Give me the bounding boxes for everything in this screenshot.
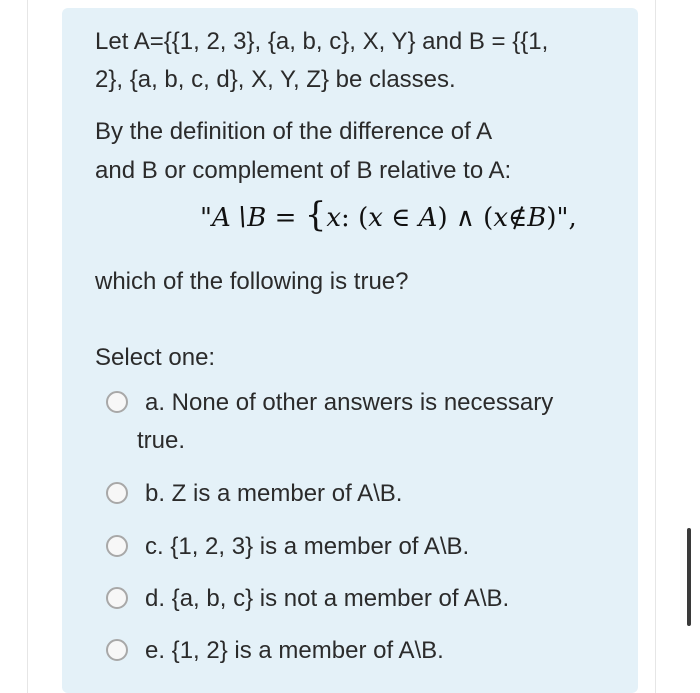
option-a-radio[interactable] bbox=[106, 391, 128, 413]
option-c-radio[interactable] bbox=[106, 535, 128, 557]
scrollbar-thumb[interactable] bbox=[687, 528, 691, 626]
option-e-radio[interactable] bbox=[106, 639, 128, 661]
question-text-line-2: 2}, {a, b, c, d}, X, Y, Z} be classes. bbox=[95, 66, 456, 93]
option-c-label[interactable]: c. {1, 2, 3} is a member of A\B. bbox=[145, 533, 470, 560]
option-b-label[interactable]: b. Z is a member of A\B. bbox=[145, 480, 403, 507]
question-text-line-4: and B or complement of B relative to A: bbox=[95, 157, 512, 184]
option-a-label-line-1[interactable]: a. None of other answers is necessary bbox=[145, 389, 554, 416]
option-d-label[interactable]: d. {a, b, c} is not a member of A\B. bbox=[145, 585, 510, 612]
option-a-label-line-2[interactable]: true. bbox=[137, 427, 186, 454]
option-e-label[interactable]: e. {1, 2} is a member of A\B. bbox=[145, 637, 444, 664]
option-d-radio[interactable] bbox=[106, 587, 128, 609]
set-difference-formula: "A∖B = {x: (x ∈ A) ∧ (x∉B)", bbox=[200, 195, 577, 235]
page-edge-left bbox=[27, 0, 28, 693]
question-text-line-5: which of the following is true? bbox=[95, 268, 409, 295]
question-text-line-1: Let A={{1, 2, 3}, {a, b, c}, X, Y} and B = {{1, bbox=[95, 28, 549, 55]
page-edge-right bbox=[655, 0, 656, 693]
select-one-label: Select one: bbox=[95, 344, 216, 371]
option-b-radio[interactable] bbox=[106, 482, 128, 504]
question-text-line-3: By the definition of the difference of A bbox=[95, 118, 493, 145]
